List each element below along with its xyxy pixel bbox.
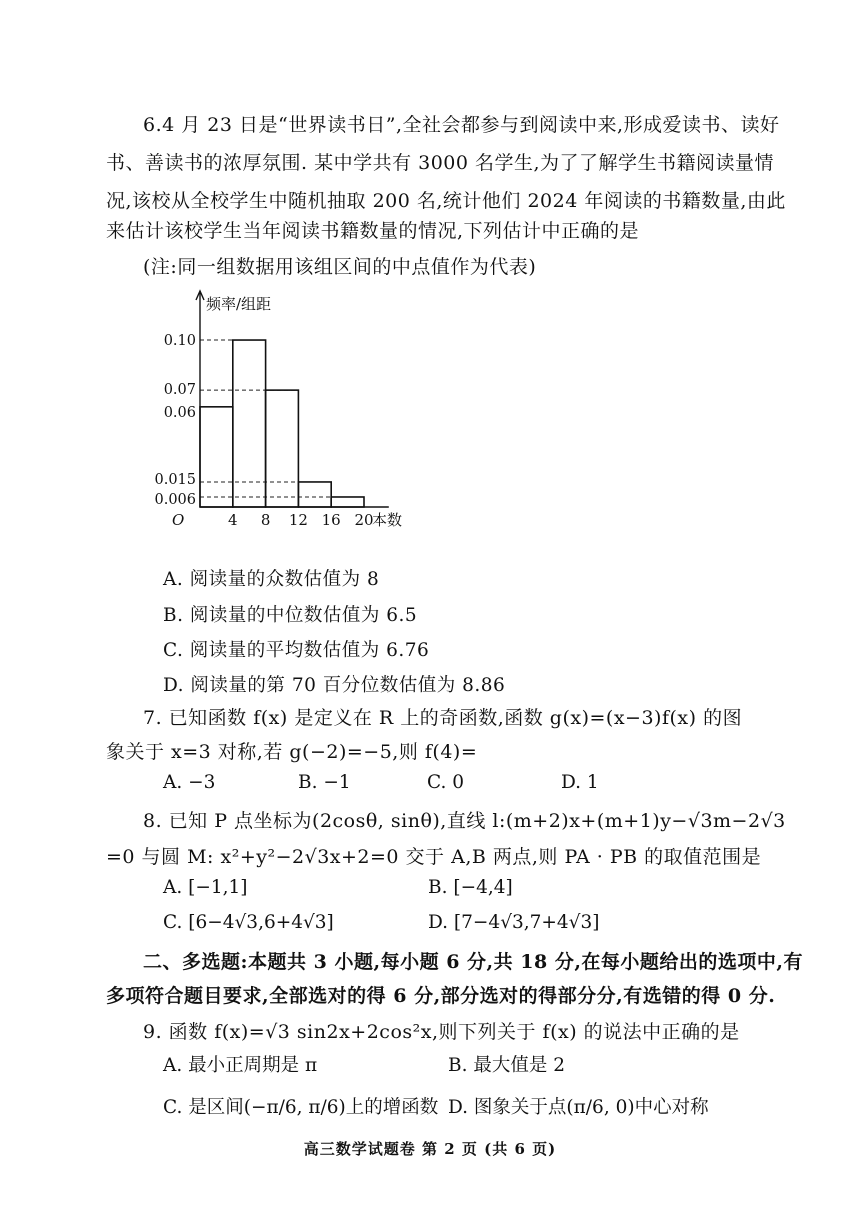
q6-option-c: C. 阅读量的平均数估值为 6.76: [163, 640, 430, 661]
bar-0: [200, 407, 233, 507]
x-tick-8: 8: [260, 511, 271, 529]
x-tick-12: 12: [288, 511, 308, 529]
bar-4: [331, 497, 364, 507]
x-tick-20: 20: [354, 511, 374, 529]
q8-line2: =0 与圆 M: x²+y²−2√3x+2=0 交于 A,B 两点,则 PA · PB 的取值范围是: [106, 846, 762, 868]
q6-line3: 况,该校从全校学生中随机抽取 200 名,统计他们 2024 年阅读的书籍数量,由此: [106, 190, 786, 212]
y-tick-2: 0.06: [163, 404, 196, 421]
q9-option-b: B. 最大值是 2: [448, 1055, 566, 1076]
q7-option-d: D. 1: [561, 772, 599, 793]
q9-line1: 9. 函数 f(x)=√3 sin2x+2cos²x,则下列关于 f(x) 的说法中正确的是: [143, 1021, 740, 1043]
q6-option-b: B. 阅读量的中位数估值为 6.5: [163, 605, 418, 626]
q6-line2: 书、善读书的浓厚氛围. 某中学共有 3000 名学生,为了了解学生书籍阅读量情: [106, 152, 775, 174]
y-tick-0: 0.10: [163, 333, 196, 350]
q8-line1: 8. 已知 P 点坐标为(2cosθ, sinθ),直线 l:(m+2)x+(m+1)y−√3m−2√3: [143, 810, 786, 832]
x-tick-16: 16: [321, 511, 341, 529]
q7-line1: 7. 已知函数 f(x) 是定义在 R 上的奇函数,函数 g(x)=(x−3)f(x) 的图: [143, 707, 743, 729]
q8-option-d: D. [7−4√3,7+4√3]: [428, 912, 600, 933]
y-tick-4: 0.006: [154, 491, 196, 508]
q7-line2: 象关于 x=3 对称,若 g(−2)=−5,则 f(4)=: [106, 741, 478, 763]
frequency-histogram: [150, 285, 450, 540]
q7-option-b: B. −1: [298, 772, 351, 793]
q6-option-a: A. 阅读量的众数估值为 8: [163, 569, 380, 590]
y-axis-label: 频率/组距: [206, 295, 272, 313]
bar-2: [266, 390, 299, 507]
origin-label: O: [172, 511, 185, 529]
x-axis-label: 本数: [372, 511, 403, 529]
q8-option-a: A. [−1,1]: [163, 877, 248, 898]
section2-heading-line1: 二、多选题:本题共 3 小题,每小题 6 分,共 18 分,在每小题给出的选项中,有: [143, 951, 804, 973]
x-tick-4: 4: [228, 511, 238, 529]
q6-note: (注:同一组数据用该组区间的中点值作为代表): [143, 256, 537, 278]
q7-option-c: C. 0: [427, 772, 465, 793]
q6-line4: 来估计该校学生当年阅读书籍数量的情况,下列估计中正确的是: [106, 220, 640, 242]
q9-option-a: A. 最小正周期是 π: [163, 1055, 318, 1076]
y-tick-1: 0.07: [163, 382, 196, 399]
section2-heading-line2: 多项符合题目要求,全部选对的得 6 分,部分选对的得部分分,有选错的得 0 分.: [106, 985, 776, 1007]
page-footer: 高三数学试题卷 第 2 页 (共 6 页): [303, 1140, 557, 1158]
q9-option-c: C. 是区间(−π/6, π/6)上的增函数: [163, 1097, 439, 1118]
q8-option-c: C. [6−4√3,6+4√3]: [163, 912, 334, 933]
q9-option-d: D. 图象关于点(π/6, 0)中心对称: [448, 1097, 709, 1118]
q6-line1: 6.4 月 23 日是“世界读书日”,全社会都参与到阅读中来,形成爱读书、读好: [143, 114, 780, 136]
bar-3: [298, 482, 331, 507]
y-tick-3: 0.015: [154, 471, 196, 488]
q8-option-b: B. [−4,4]: [428, 877, 513, 898]
q6-option-d: D. 阅读量的第 70 百分位数估值为 8.86: [163, 675, 506, 696]
q7-option-a: A. −3: [163, 772, 216, 793]
